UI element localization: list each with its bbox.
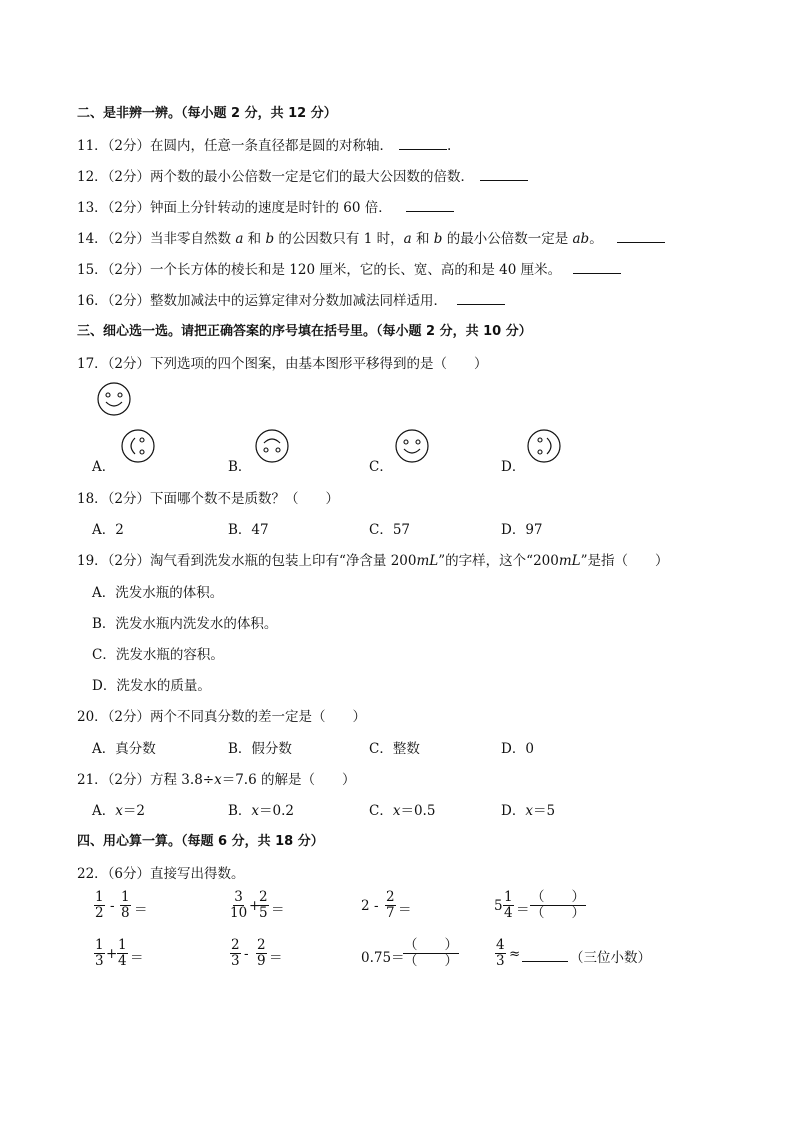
note-three-decimals: （三位小数）: [570, 950, 651, 966]
var-a: a: [403, 231, 412, 247]
equals: ＝: [130, 950, 144, 966]
q19-option-a[interactable]: A．洗发水瓶的体积。: [92, 585, 224, 601]
fraction: $\frac{1}{3}$: [95, 937, 104, 969]
q20-option-c[interactable]: C．整数: [369, 741, 420, 757]
q20-option-b[interactable]: B．假分数: [228, 741, 292, 757]
answer-blank[interactable]: [522, 946, 568, 962]
q20-option-a[interactable]: A．真分数: [92, 741, 156, 757]
fraction: $\frac{1}{2}$: [95, 889, 104, 921]
q19-option-d[interactable]: D．洗发水的质量。: [92, 678, 211, 694]
q17-option-d[interactable]: D．: [501, 459, 526, 475]
q17-option-a[interactable]: A．: [92, 459, 116, 475]
q18-option-c[interactable]: C．57: [369, 522, 411, 538]
fraction: $\frac{1}{4}$: [118, 937, 127, 969]
answer-blank[interactable]: [399, 135, 447, 150]
question-20: 20．（2分）两个不同真分数的差一定是（ ）: [77, 709, 367, 725]
unit-ml: mL: [416, 553, 439, 569]
question-text: 21．（2分）方程 3.8÷: [77, 772, 215, 788]
var-a: a: [235, 231, 244, 247]
question-11: [77, 134, 451, 154]
var-ab: ab: [572, 231, 590, 247]
question-text: 。: [589, 231, 603, 247]
question-text: 15．（2分）一个长方体的棱长和是 120 厘米，它的长、宽、高的和是 40 厘米。: [77, 262, 562, 278]
fraction: $\frac{4}{3}$: [496, 937, 505, 969]
question-17: 17．（2分）下列选项的四个图案，由基本图形平移得到的是（ ）: [77, 356, 488, 372]
answer-blank[interactable]: [617, 228, 665, 243]
whole-number: 5: [494, 898, 503, 914]
question-text: 和: [411, 231, 434, 247]
question-text: 16．（2分）整数加减法中的运算定律对分数加减法同样适用．: [77, 293, 448, 309]
answer-blank[interactable]: [406, 197, 454, 212]
answer-blank[interactable]: [573, 259, 621, 274]
operator: -: [110, 898, 115, 914]
q21-option-b[interactable]: B．x＝0.2: [228, 803, 295, 819]
question-text: 14．（2分）当非零自然数: [77, 231, 236, 247]
fraction: $\frac{1}{4}$: [504, 889, 513, 921]
question-text: ”是指（ ）: [580, 553, 669, 569]
section-heading-4: 四、用心算一算。（每题 6 分，共 18 分）: [77, 834, 324, 849]
q17-option-b[interactable]: B．: [228, 459, 252, 475]
approx-sign: ≈: [509, 946, 521, 962]
unit-ml: mL: [558, 553, 581, 569]
q21-option-a[interactable]: A．x＝2: [92, 803, 145, 819]
rotated-smiley-a-icon[interactable]: [120, 428, 156, 464]
question-text: 和: [243, 231, 266, 247]
question-text: 12．（2分）两个数的最小公倍数一定是它们的最大公因数的倍数．: [77, 169, 475, 185]
decimal-equation: 0.75＝: [361, 950, 405, 966]
equals: ＝: [271, 902, 285, 918]
smiley-face-icon: [96, 381, 132, 417]
question-22: 22．（6分）直接写出得数。: [77, 866, 245, 882]
whole-number: 2: [361, 898, 370, 914]
question-text: 的公因数只有 1 时，: [274, 231, 404, 247]
question-18: 18．（2分）下面哪个数不是质数？（ ）: [77, 491, 340, 507]
equals: ＝: [516, 902, 530, 918]
q19-option-b[interactable]: B．洗发水瓶内洗发水的体积。: [92, 616, 278, 632]
question-14: [77, 227, 665, 247]
fraction: $\frac{1}{8}$: [121, 889, 130, 921]
q18-option-d[interactable]: D．97: [501, 522, 543, 538]
equals: ＝: [134, 902, 148, 918]
q20-option-d[interactable]: D．0: [501, 741, 534, 757]
equals: ＝: [269, 950, 283, 966]
q17-option-c[interactable]: C．: [369, 459, 393, 475]
var-x: x: [214, 772, 222, 788]
operator: -: [374, 898, 379, 914]
question-15: [77, 258, 621, 278]
question-21: [77, 768, 355, 788]
answer-fraction-blank[interactable]: （ ） （ ）: [531, 889, 585, 921]
q19-option-c[interactable]: C．洗发水瓶的容积。: [92, 647, 224, 663]
section-heading-2: 二、是非辨一辨。（每小题 2 分，共 12 分）: [77, 106, 337, 121]
fraction: $\frac{2}{3}$: [231, 937, 240, 969]
operator: +: [249, 898, 261, 914]
question-text: ＝7.6 的解是（ ）: [221, 772, 356, 788]
smiley-face-icon[interactable]: [394, 428, 430, 464]
q21-option-c[interactable]: C．x＝0.5: [369, 803, 436, 819]
question-13: [77, 196, 454, 216]
operator: -: [244, 946, 249, 962]
section-heading-3: 三、细心选一选。请把正确答案的序号填在括号里。（每小题 2 分，共 10 分）: [77, 324, 532, 339]
fraction: $\frac{3}{10}$: [230, 889, 248, 921]
upside-down-smiley-icon[interactable]: [254, 428, 290, 464]
rotated-smiley-d-icon[interactable]: [526, 428, 562, 464]
question-16: [77, 289, 505, 309]
fraction: $\frac{2}{5}$: [259, 889, 268, 921]
answer-fraction-blank[interactable]: （ ） （ ）: [404, 937, 458, 969]
fraction: $\frac{2}{9}$: [257, 937, 266, 969]
q21-option-d[interactable]: D．x＝5: [501, 803, 556, 819]
question-text: 的最小公倍数一定是: [442, 231, 573, 247]
question-text: 11．（2分）在圆内，任意一条直径都是圆的对称轴．: [77, 138, 394, 154]
question-text: 19．（2分）淘气看到洗发水瓶的包装上印有“净含量 200: [77, 553, 417, 569]
question-text: ”的字样，这个“200: [438, 553, 559, 569]
answer-blank[interactable]: [457, 290, 505, 305]
question-text: 13．（2分）钟面上分针转动的速度是时针的 60 倍．: [77, 200, 392, 216]
var-b: b: [433, 231, 443, 247]
answer-blank[interactable]: [480, 166, 528, 181]
equals: ＝: [398, 902, 412, 918]
operator: +: [106, 946, 118, 962]
q18-option-b[interactable]: B．47: [228, 522, 269, 538]
fraction: $\frac{2}{7}$: [386, 889, 395, 921]
question-12: [77, 165, 528, 185]
q18-option-a[interactable]: A．2: [92, 522, 124, 538]
question-19: [77, 549, 669, 569]
period: .: [447, 138, 452, 154]
var-b: b: [265, 231, 275, 247]
